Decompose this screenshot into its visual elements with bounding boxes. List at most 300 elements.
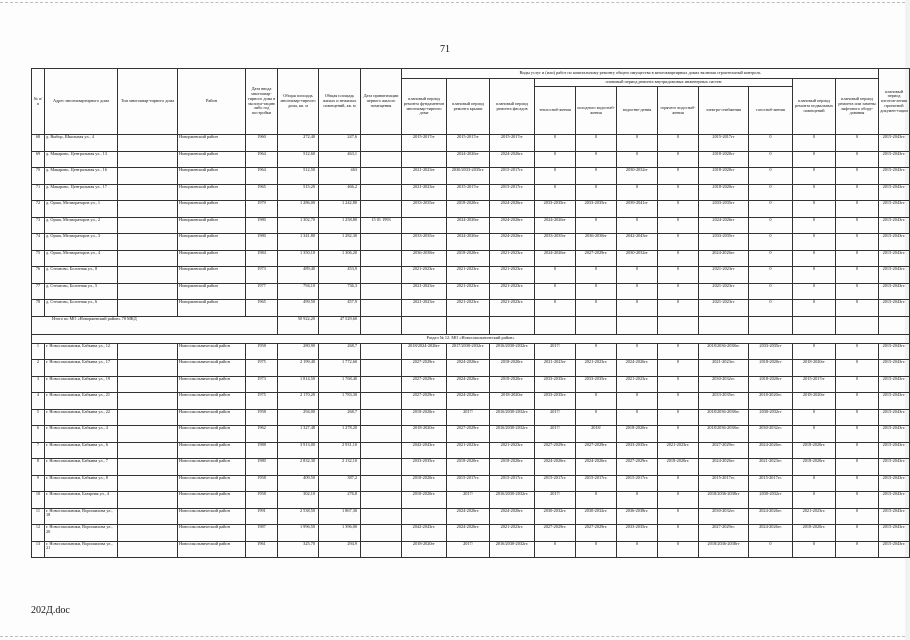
cell-heat: 2033-2035гг. bbox=[535, 201, 576, 218]
cell-elevator: 0 bbox=[836, 393, 879, 410]
cell-hot-water: 0 bbox=[658, 135, 699, 152]
cell-facade: 2018-2020гг. bbox=[490, 459, 535, 476]
cell-heat: 2017/ bbox=[535, 426, 576, 443]
table-row bbox=[32, 250, 910, 267]
cell-number: 13 bbox=[32, 541, 45, 558]
cell-roof: 2017/2030-2032гг. bbox=[447, 343, 490, 360]
cell-roof: 2015-2017гг. bbox=[447, 475, 490, 492]
cell-living-area: 1 772,60 bbox=[319, 360, 361, 377]
cell-electric: 2018/2036-2038гг. bbox=[699, 343, 749, 360]
cell-total-area: 1 341,80 bbox=[278, 234, 319, 251]
cell-design: 2015-2043гг. bbox=[879, 184, 910, 201]
table-row bbox=[32, 541, 910, 558]
cell-district: Новоржевский район bbox=[178, 234, 246, 251]
cell-heat: 2017/ bbox=[535, 343, 576, 360]
cell-facade: 2024-2026гг. bbox=[490, 201, 535, 218]
cell-elevator: 0 bbox=[836, 151, 879, 168]
cell-heat: 0 bbox=[535, 283, 576, 300]
cell-living-area: 453,9 bbox=[319, 267, 361, 284]
cell-roof: 2017/ bbox=[447, 541, 490, 558]
cell-heat: 2030-2032гг. bbox=[535, 508, 576, 525]
header-engineering-group: плановый период ремонта внутридомовых инженерных систем bbox=[535, 79, 793, 87]
header-roof: плановый период ремонта крыши bbox=[447, 79, 490, 135]
cell-elevator: 0 bbox=[836, 283, 879, 300]
cell-total-area: 2 538,50 bbox=[278, 508, 319, 525]
cell-electric: 2024-2026гг. bbox=[699, 250, 749, 267]
cell-electric: 2018/2036-2038гг bbox=[699, 492, 749, 509]
cell-hot-water: 0 bbox=[658, 376, 699, 393]
cell-cold-water: 2036-2038гг bbox=[576, 234, 617, 251]
cell-living-area: 1 768,40 bbox=[319, 376, 361, 393]
header-cold-water: холодного водоснаб-жения bbox=[576, 87, 617, 135]
cell-facade: 2021-2023гг. bbox=[490, 300, 535, 317]
cell-design: 2015-2043гг. bbox=[879, 508, 910, 525]
cell-number: 3 bbox=[32, 376, 45, 393]
table-row bbox=[32, 376, 910, 393]
cell-year: 1965 bbox=[246, 184, 278, 201]
cell-facade: 2018-2020гг bbox=[490, 393, 535, 410]
cell-elevator: 0 bbox=[836, 184, 879, 201]
cell-sewer: 0 bbox=[617, 267, 658, 284]
cell-foundation: 2018-2020гг bbox=[402, 541, 447, 558]
table-body-novorzhev bbox=[32, 135, 910, 317]
cell-hot-water: 0 bbox=[658, 300, 699, 317]
cell-number: 72 bbox=[32, 201, 45, 218]
cell-year: 1987 bbox=[246, 525, 278, 542]
table-row bbox=[32, 135, 910, 152]
cell-building-type bbox=[118, 234, 178, 251]
cell-year: 1965 bbox=[246, 300, 278, 317]
cell-design: 2015-2043гг. bbox=[879, 168, 910, 185]
cell-total-area: 512,50 bbox=[278, 168, 319, 185]
cell-facade: 2021-2023гг. bbox=[490, 442, 535, 459]
cell-total-area: 1 327,48 bbox=[278, 426, 319, 443]
cell-number: 4 bbox=[32, 393, 45, 410]
cell-total-area: 1 302,70 bbox=[278, 217, 319, 234]
table-row bbox=[32, 267, 910, 284]
cell-gas: 2030-2032гг. bbox=[749, 426, 793, 443]
cell-hot-water: 0 bbox=[658, 492, 699, 509]
cell-sewer: 0 bbox=[617, 541, 658, 558]
cell-address: д. Стехново, Болотная ул., 6 bbox=[45, 300, 118, 317]
cell-foundation: 2027-2029гг. bbox=[402, 360, 447, 377]
cell-privatization-date bbox=[361, 525, 402, 542]
cell-building-type bbox=[118, 492, 178, 509]
cell-cold-water: 2024-2026гг. bbox=[576, 459, 617, 476]
cell-privatization-date bbox=[361, 343, 402, 360]
cell-gas: 0 bbox=[749, 168, 793, 185]
cell-cold-water: 2033-2035гг. bbox=[576, 376, 617, 393]
cell-year: 1964 bbox=[246, 168, 278, 185]
cell-foundation: 2042-2043гг. bbox=[402, 525, 447, 542]
cell-privatization-date bbox=[361, 300, 402, 317]
cell-number: 77 bbox=[32, 283, 45, 300]
cell-gas: 0 bbox=[749, 250, 793, 267]
header-gas: газоснаб-жения bbox=[749, 87, 793, 135]
cell-living-area: 268,7 bbox=[319, 409, 361, 426]
cell-heat: 0 bbox=[535, 300, 576, 317]
cell-address: г. Новосокольники, Бабкина ул., 21 bbox=[45, 393, 118, 410]
cell-facade: 2016/2030-2032гг. bbox=[490, 541, 535, 558]
cell-total-area: 2 170,20 bbox=[278, 393, 319, 410]
cell-basement: 0 bbox=[793, 492, 836, 509]
cell-privatization-date bbox=[361, 459, 402, 476]
cell-address: г. Новосокольники, Базарная ул., 4 bbox=[45, 492, 118, 509]
cell-electric: 2018/2036-2038гг bbox=[699, 541, 749, 558]
cell-gas: 0 bbox=[749, 217, 793, 234]
cell-gas: 0 bbox=[749, 267, 793, 284]
table-row bbox=[32, 201, 910, 218]
cell-building-type bbox=[118, 217, 178, 234]
table-row bbox=[32, 168, 910, 185]
table-row bbox=[32, 300, 910, 317]
cell-living-area: 1 783,30 bbox=[319, 393, 361, 410]
cell-sewer: 0 bbox=[617, 283, 658, 300]
cell-building-type bbox=[118, 343, 178, 360]
cell-foundation: 2018-2020гг bbox=[402, 426, 447, 443]
cell-roof: 2024-2026гг bbox=[447, 217, 490, 234]
cell-year: 1973 bbox=[246, 267, 278, 284]
section-row bbox=[32, 334, 910, 343]
cell-living-area: 1 396,00 bbox=[319, 525, 361, 542]
cell-heat: 2033-2035гг bbox=[535, 234, 576, 251]
cell-total-area: 512,60 bbox=[278, 151, 319, 168]
cell-hot-water: 0 bbox=[658, 525, 699, 542]
cell-cold-water: 0 bbox=[576, 267, 617, 284]
cell-year: 1958 bbox=[246, 409, 278, 426]
cell-design: 2015-2043гг. bbox=[879, 267, 910, 284]
cell-privatization-date bbox=[361, 541, 402, 558]
cell-facade: 2021-2023гг. bbox=[490, 250, 535, 267]
table-row bbox=[32, 409, 910, 426]
cell-year: 1960 bbox=[246, 135, 278, 152]
cell-address: г. Новосокольники, Бабкина ул., 17 bbox=[45, 360, 118, 377]
cell-building-type bbox=[118, 442, 178, 459]
cell-year: 1991 bbox=[246, 508, 278, 525]
cell-roof: 2024-2026гг. bbox=[447, 376, 490, 393]
cell-electric: 2024-2026гг bbox=[699, 217, 749, 234]
header-basement: плановый период ремонта подвальных помещений bbox=[793, 79, 836, 135]
cell-roof: 2024-2026гг. bbox=[447, 393, 490, 410]
cell-hot-water: 0 bbox=[658, 151, 699, 168]
cell-foundation: 2018-2020гг. bbox=[402, 492, 447, 509]
cell-hot-water: 0 bbox=[658, 184, 699, 201]
cell-district: Новоржевский район bbox=[178, 135, 246, 152]
cell-electric: 2024-2026гг. bbox=[699, 459, 749, 476]
cell-address: д. Орша, Мелиораторов ул., 4 bbox=[45, 250, 118, 267]
cell-heat: 0 bbox=[535, 151, 576, 168]
cell-design: 2015-2043гг. bbox=[879, 201, 910, 218]
cell-privatization-date bbox=[361, 475, 402, 492]
cell-cold-water: 0 bbox=[576, 393, 617, 410]
cell-hot-water: 2018-2020гг. bbox=[658, 459, 699, 476]
cell-address: д. Стехново, Болотная ул., 8 bbox=[45, 267, 118, 284]
cell-foundation: 2042-2043гг. bbox=[402, 442, 447, 459]
cell-basement: 2018-2020гг. bbox=[793, 459, 836, 476]
cell-facade: 2015-2017гг. bbox=[490, 184, 535, 201]
cell-roof: 2021-2023гг. bbox=[447, 442, 490, 459]
table-row bbox=[32, 343, 910, 360]
cell-number: 5 bbox=[32, 409, 45, 426]
cell-foundation: 2018/2024-2026гг bbox=[402, 343, 447, 360]
cell-foundation: 2015-2017гг bbox=[402, 135, 447, 152]
cell-number: 73 bbox=[32, 217, 45, 234]
cell-facade: 2018-2020гг. bbox=[490, 376, 535, 393]
cell-address: д. Орша, Мелиораторов ул., 1 bbox=[45, 201, 118, 218]
cell-total-area: 499,50 bbox=[278, 300, 319, 317]
cell-elevator: 0 bbox=[836, 300, 879, 317]
cell-design: 2015-2043гг. bbox=[879, 475, 910, 492]
cell-basement: 0 bbox=[793, 234, 836, 251]
cell-electric: 2027-2029гг. bbox=[699, 525, 749, 542]
cell-gas: 2021-2023гг. bbox=[749, 459, 793, 476]
cell-sewer: 0 bbox=[617, 492, 658, 509]
cell-number: 74 bbox=[32, 234, 45, 251]
cell-foundation: 2033-2035гг. bbox=[402, 459, 447, 476]
cell-design: 2015-2043гг. bbox=[879, 376, 910, 393]
cell-basement: 2018-2020гг bbox=[793, 360, 836, 377]
cell-design: 2015-2043гг. bbox=[879, 234, 910, 251]
cell-building-type bbox=[118, 184, 178, 201]
cell-total-area: 272,40 bbox=[278, 135, 319, 152]
cell-year: 1988 bbox=[246, 442, 278, 459]
cell-roof: 2021-2023гг. bbox=[447, 283, 490, 300]
cell-privatization-date: 15 01 1993 bbox=[361, 217, 402, 234]
cell-facade: 2024-2026гг. bbox=[490, 217, 535, 234]
cell-elevator: 0 bbox=[836, 442, 879, 459]
cell-hot-water: 2021-2023гг. bbox=[658, 442, 699, 459]
cell-basement: 0 bbox=[793, 250, 836, 267]
cell-year: 1980 bbox=[246, 459, 278, 476]
header-services-group: Виды услуг и (или) работ по капитальному ремонту общего имущества в многоквартирных домах включая строительный контроль bbox=[402, 69, 879, 79]
cell-facade: 2015-2017гг. bbox=[490, 475, 535, 492]
cell-gas: 0 bbox=[749, 201, 793, 218]
table-row bbox=[32, 234, 910, 251]
cell-total-area: 1 814,50 bbox=[278, 376, 319, 393]
cell-district: Новосокольнический район bbox=[178, 426, 246, 443]
cell-hot-water: 0 bbox=[658, 267, 699, 284]
cell-gas: 2018-2020гг. bbox=[749, 393, 793, 410]
living-area-sum: 47 529,60 bbox=[319, 316, 361, 334]
cell-design: 2015-2043гг. bbox=[879, 525, 910, 542]
cell-district: Новосокольнический район bbox=[178, 492, 246, 509]
cell-gas: 2030-2032гг bbox=[749, 492, 793, 509]
cell-cold-water: 0 bbox=[576, 184, 617, 201]
cell-year: 1973 bbox=[246, 376, 278, 393]
cell-cold-water: 2015-2017гг. bbox=[576, 475, 617, 492]
cell-electric: 2027-2029гг. bbox=[699, 442, 749, 459]
cell-design: 2015-2043гг. bbox=[879, 250, 910, 267]
cell-cold-water: 0 bbox=[576, 283, 617, 300]
cell-district: Новоржевский район bbox=[178, 300, 246, 317]
cell-number: 70 bbox=[32, 168, 45, 185]
cell-gas: 2024-2026гг. bbox=[749, 442, 793, 459]
cell-foundation: 2027-2029гг. bbox=[402, 393, 447, 410]
cell-facade: 2015-2017гг. bbox=[490, 168, 535, 185]
cell-living-area: 1 282,30 bbox=[319, 234, 361, 251]
cell-privatization-date bbox=[361, 151, 402, 168]
cell-roof: 2021-2023гг. bbox=[447, 267, 490, 284]
table-row bbox=[32, 442, 910, 459]
top-page-border bbox=[0, 2, 905, 3]
cell-heat: 0 bbox=[535, 184, 576, 201]
cell-heat: 2027-2029гг. bbox=[535, 442, 576, 459]
cell-foundation: 2021-2023гг bbox=[402, 184, 447, 201]
cell-year: 1975 bbox=[246, 360, 278, 377]
table-row bbox=[32, 393, 910, 410]
cell-elevator: 0 bbox=[836, 409, 879, 426]
cell-elevator: 0 bbox=[836, 541, 879, 558]
header-elevator: плановый период ремонта или замены лифтового обору-дования bbox=[836, 79, 879, 135]
cell-basement: 2015-2017гг bbox=[793, 376, 836, 393]
cell-electric: 2021-2023гг. bbox=[699, 360, 749, 377]
cell-basement: 2018-2020гг. bbox=[793, 525, 836, 542]
cell-foundation: 2021-2023гг bbox=[402, 168, 447, 185]
cell-district: Новосокольнический район bbox=[178, 525, 246, 542]
header-heat: теплоснаб-жения bbox=[535, 87, 576, 135]
cell-sewer: 0 bbox=[617, 409, 658, 426]
cell-number: 69 bbox=[32, 151, 45, 168]
cell-building-type bbox=[118, 267, 178, 284]
cell-year: 1961 bbox=[246, 541, 278, 558]
cell-privatization-date bbox=[361, 234, 402, 251]
cell-total-area: 3 913,00 bbox=[278, 442, 319, 459]
cell-sewer: 2027-2029гг. bbox=[617, 459, 658, 476]
table-subtotal bbox=[32, 316, 910, 343]
cell-gas: 2018-2020гг bbox=[749, 360, 793, 377]
cell-gas: 0 bbox=[749, 135, 793, 152]
cell-address: г. Новосокольники, Бабкина ул., 6 bbox=[45, 442, 118, 459]
cell-basement: 0 bbox=[793, 168, 836, 185]
cell-facade: 2016/2030-2032гг. bbox=[490, 426, 535, 443]
cell-cold-water: 0 bbox=[576, 168, 617, 185]
cell-sewer: 2033-2035гг. bbox=[617, 525, 658, 542]
cell-living-area: 463,1 bbox=[319, 151, 361, 168]
table-row bbox=[32, 184, 910, 201]
cell-year: 1958 bbox=[246, 343, 278, 360]
cell-privatization-date bbox=[361, 409, 402, 426]
cell-building-type bbox=[118, 250, 178, 267]
cell-number: 2 bbox=[32, 360, 45, 377]
cell-hot-water: 0 bbox=[658, 393, 699, 410]
cell-sewer: 2021-2023гг. bbox=[617, 376, 658, 393]
cell-building-type bbox=[118, 151, 178, 168]
cell-electric: 2015-2017гг bbox=[699, 135, 749, 152]
cell-number: 6 bbox=[32, 426, 45, 443]
cell-roof: 2017/ bbox=[447, 409, 490, 426]
cell-sewer: 0 bbox=[617, 184, 658, 201]
header-year: Дата ввода многоквар-тирного дома в эксплуа-тацию либо год постройки bbox=[246, 69, 278, 135]
cell-elevator: 0 bbox=[836, 508, 879, 525]
cell-hot-water: 0 bbox=[658, 360, 699, 377]
cell-privatization-date bbox=[361, 426, 402, 443]
cell-basement: 0 bbox=[793, 475, 836, 492]
table-row bbox=[32, 217, 910, 234]
cell-foundation: 2033-2035гг bbox=[402, 234, 447, 251]
cell-address: д. Макарово, Центральная ул., 17 bbox=[45, 184, 118, 201]
cell-year: 1962 bbox=[246, 426, 278, 443]
cell-gas: 0 bbox=[749, 151, 793, 168]
cell-total-area: 794,10 bbox=[278, 283, 319, 300]
cell-district: Новосокольнический район bbox=[178, 343, 246, 360]
cell-living-area: 466,2 bbox=[319, 184, 361, 201]
cell-living-area: 736,3 bbox=[319, 283, 361, 300]
cell-roof: 2018-2020гг. bbox=[447, 250, 490, 267]
cell-roof: 2017/ bbox=[447, 492, 490, 509]
cell-basement: 0 bbox=[793, 409, 836, 426]
cell-district: Новосокольнический район bbox=[178, 360, 246, 377]
cell-gas: 0 bbox=[749, 541, 793, 558]
cell-living-area: 1 306,20 bbox=[319, 250, 361, 267]
cell-living-area: 463 bbox=[319, 168, 361, 185]
cell-hot-water: 0 bbox=[658, 426, 699, 443]
cell-building-type bbox=[118, 525, 178, 542]
cell-design: 2015-2043гг. bbox=[879, 343, 910, 360]
cell-elevator: 0 bbox=[836, 267, 879, 284]
cell-roof: 2015-2017гг bbox=[447, 184, 490, 201]
cell-year: 1958 bbox=[246, 475, 278, 492]
cell-sewer: 0 bbox=[617, 135, 658, 152]
cell-building-type bbox=[118, 168, 178, 185]
cell-facade: 2024-2026гг. bbox=[490, 508, 535, 525]
table-header bbox=[32, 69, 910, 135]
cell-roof: 2018-2020гг. bbox=[447, 201, 490, 218]
header-total-area: Общая площадь многоквар-тирного дома, кв. м bbox=[278, 69, 319, 135]
cell-gas: 0 bbox=[749, 283, 793, 300]
cell-gas: 0 bbox=[749, 234, 793, 251]
cell-elevator: 0 bbox=[836, 360, 879, 377]
cell-privatization-date bbox=[361, 508, 402, 525]
cell-heat: 2015-2017гг. bbox=[535, 475, 576, 492]
cell-gas: 2033-2035гг bbox=[749, 343, 793, 360]
cell-address: г. Новосокольники, Бабкина ул., 22 bbox=[45, 409, 118, 426]
cell-elevator: 0 bbox=[836, 168, 879, 185]
cell-elevator: 0 bbox=[836, 201, 879, 218]
cell-facade: 2021-2023гг. bbox=[490, 525, 535, 542]
cell-cold-water: 0 bbox=[576, 541, 617, 558]
cell-building-type bbox=[118, 201, 178, 218]
cell-total-area: 2 199,40 bbox=[278, 360, 319, 377]
cell-elevator: 0 bbox=[836, 234, 879, 251]
header-living-area: Общая площадь жилых и нежилых помещений, кв. м bbox=[319, 69, 361, 135]
cell-sewer: 0 bbox=[617, 217, 658, 234]
cell-sewer: 2030-2032гг bbox=[617, 168, 658, 185]
cell-design: 2015-2043гг. bbox=[879, 492, 910, 509]
cell-privatization-date bbox=[361, 376, 402, 393]
cell-building-type bbox=[118, 409, 178, 426]
cell-design: 2015-2043гг. bbox=[879, 393, 910, 410]
table-row bbox=[32, 283, 910, 300]
cell-number: 78 bbox=[32, 300, 45, 317]
cell-hot-water: 0 bbox=[658, 201, 699, 218]
cell-basement: 0 bbox=[793, 541, 836, 558]
cell-living-area: 2 931,10 bbox=[319, 442, 361, 459]
cell-gas: 2030-2032гг bbox=[749, 409, 793, 426]
total-label: Итого по МО «Новоржевский район» 78 МКД bbox=[32, 316, 278, 334]
cell-cold-water: 2027-2029гг. bbox=[576, 250, 617, 267]
cell-total-area: 1 350,10 bbox=[278, 250, 319, 267]
cell-living-area: 1 278,20 bbox=[319, 426, 361, 443]
cell-heat: 2024-2026гг bbox=[535, 217, 576, 234]
total-row bbox=[32, 316, 910, 334]
cell-gas: 2024-2026гг. bbox=[749, 525, 793, 542]
cell-heat: 2021-2023гг bbox=[535, 360, 576, 377]
cell-privatization-date bbox=[361, 360, 402, 377]
cell-address: г. Новосокольники, Бабкина ул., 8 bbox=[45, 475, 118, 492]
cell-basement: 2018-2020гг. bbox=[793, 442, 836, 459]
table-body-novosokolniki bbox=[32, 343, 910, 558]
cell-cold-water: 2033-2035гг. bbox=[576, 201, 617, 218]
